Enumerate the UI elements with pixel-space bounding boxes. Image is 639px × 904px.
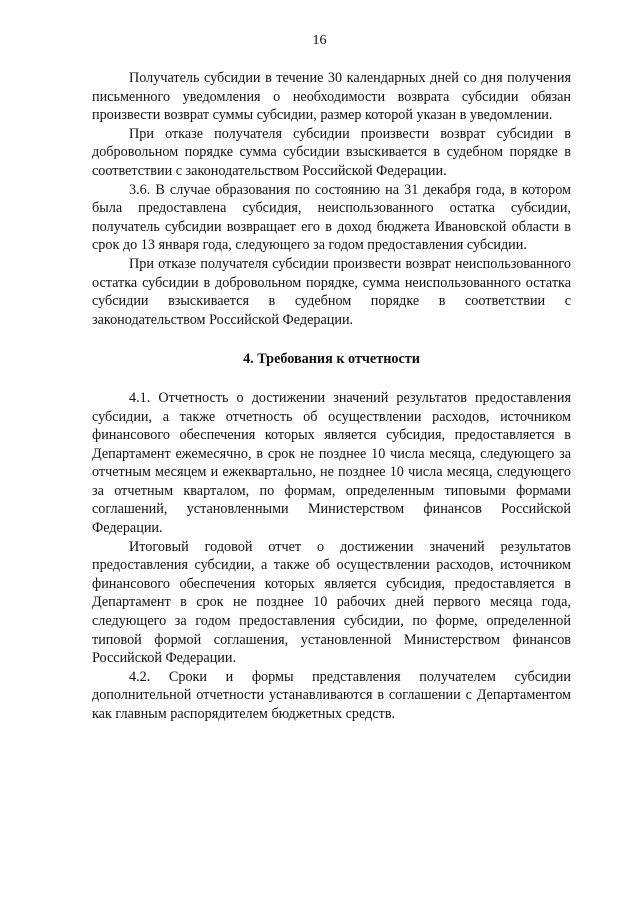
paragraph-refund-obligation: Получатель субсидии в течение 30 календарных дней со дня получения письменного уведомления о необходимости возврата субсидии обязан произвести возврат суммы субсидии, размер которой указан в уведомлении.: [92, 70, 571, 124]
paragraph-annual-report: Итоговый годовой отчет о достижении значений результатов предоставления субсидии, а также об осуществлении расходов, источником финансового обеспечения которых является субсидия, предоставляется в Департамент в срок не позднее 10 рабочих дней первого месяца года, следующего за годом предоставления субсидии, по форме, определенной типовой формой соглашения, установленной Министерством финансов Российской Федерации.: [92, 538, 571, 667]
paragraph-4-2-additional-reporting: 4.2. Сроки и формы представления получателем субсидии дополнительной отчетности устанавливаются в соглашении с Департаментом как главным распорядителем бюджетных средств.: [92, 668, 571, 722]
page-number: 16: [312, 33, 327, 48]
paragraph-unused-balance-refusal: При отказе получателя субсидии произвести возврат неиспользованного остатка субсидии в добровольном порядке, сумма неиспользованного остатка субсидии взыскивается в судебном порядке в соответствии с законодательством Российской Федерации.: [92, 255, 571, 328]
paragraph-4-1-reporting: 4.1. Отчетность о достижении значений результатов предоставления субсидии, а также отчетность об осуществлении расходов, источником финансового обеспечения которых является субсидия, предоставляется в Департамент ежемесячно, в срок не позднее 10 числа месяца, следующего за отчетным месяцем и ежеквартально, не позднее 10 числа месяца, следующего за отчетным кварталом, по формам, определенным типовыми формами соглашений, установленными Министерством финансов Российской Федерации.: [92, 389, 571, 537]
paragraph-refusal-judicial-recovery: При отказе получателя субсидии произвести возврат субсидии в добровольном порядке сумма субсидии взыскивается в судебном порядке в соответствии с законодательством Российской Федерации.: [92, 125, 571, 179]
document-body: [92, 69, 571, 724]
paragraph-3-6-unused-balance: 3.6. В случае образования по состоянию на 31 декабря года, в котором была предоставлена субсидия, неиспользованного остатка субсидии, получатель субсидии возвращает его в доход бюджета Ивановской области в срок до 13 января года, следующего за годом предоставления субсидии.: [92, 181, 571, 254]
section-heading-reporting-requirements: 4. Требования к отчетности: [243, 351, 420, 368]
